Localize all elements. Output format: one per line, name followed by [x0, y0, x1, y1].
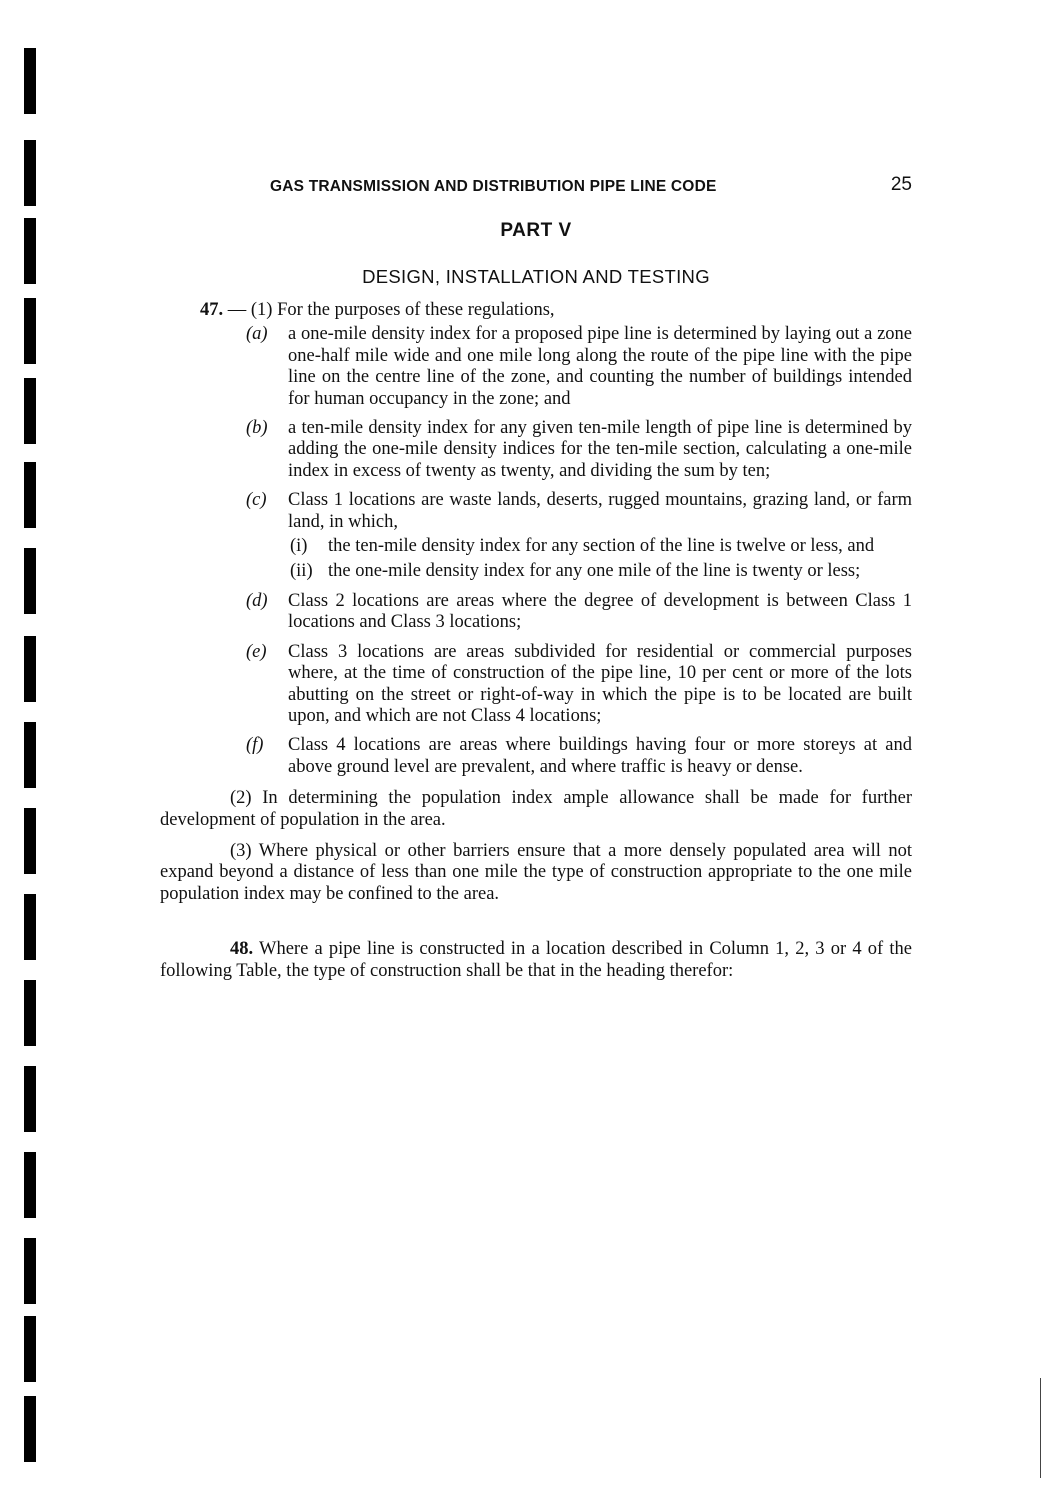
binding-mark [24, 1152, 36, 1218]
subclause-label: (ii) [290, 561, 313, 582]
binding-mark [24, 298, 36, 364]
binding-mark [24, 980, 36, 1046]
clause-label: (f) [246, 735, 264, 756]
clause-e [160, 642, 912, 728]
section-number: 48. [230, 939, 254, 960]
binding-mark [24, 1238, 36, 1304]
running-head [270, 170, 912, 200]
clause-f [160, 735, 912, 778]
part-title: PART V [500, 220, 572, 241]
section-48-text: Where a pipe line is constructed in a location described in Column 1, 2, 3 or 4 of the following Table, the type of construction shall be that in the heading therefor: [160, 939, 913, 981]
binding-mark [24, 722, 36, 788]
part-subtitle: DESIGN, INSTALLATION AND TESTING [362, 266, 710, 287]
clause-b [160, 418, 912, 482]
clause-text: Class 4 locations are areas where buildings having four or more storeys at and above ground level are prevalent, and where traffic is heavy or dense. [288, 735, 912, 777]
binding-mark [24, 140, 36, 206]
binding-mark [24, 1316, 36, 1382]
clause-d [160, 591, 912, 634]
binding-mark [24, 1066, 36, 1132]
paragraph-2: (2) In determining the population index ample allowance shall be made for further development of population in the area. [160, 788, 912, 830]
binding-mark [24, 48, 36, 114]
clause-label: (d) [246, 590, 268, 611]
subclause-label: (i) [290, 536, 308, 557]
clause-c [160, 490, 912, 533]
binding-mark [24, 894, 36, 960]
section-lead-text: — (1) For the purposes of these regulations, [227, 300, 555, 320]
section-47-lead [160, 300, 912, 321]
binding-mark [24, 808, 36, 874]
subclause-text: the ten-mile density index for any section of the line is twelve or less, and [328, 536, 875, 557]
clause-label: (b) [246, 418, 268, 439]
binding-mark [24, 462, 36, 528]
clause-a [160, 324, 912, 410]
clause-label: (c) [246, 490, 267, 511]
paragraph-3: (3) Where physical or other barriers ensure that a more densely populated area will not expand beyond a distance of less than one mile the type of construction appropriate to the one mile population index may be confined to the area. [160, 840, 912, 904]
clause-text: Class 3 locations are areas subdivided for residential or commercial purposes where, at the time of construction of the pipe line, 10 per cent or more of the lots abutting on the street or right-of-way in which the pipe is to be located are built upon, and which are not Class 4 locations; [288, 641, 912, 726]
clause-text: a ten-mile density index for any given ten-mile length of pipe line is determined by adding the one-mile density indices for the ten-mile section, calculating a one-mile index in excess of twenty as twenty, and dividing the sum by ten; [288, 418, 912, 481]
clause-label: (e) [246, 641, 267, 662]
body-text [160, 300, 912, 982]
subclause-ii [160, 561, 912, 582]
subclause-i [160, 536, 912, 557]
binding-mark [24, 218, 36, 284]
binding-mark [24, 548, 36, 614]
page-edge-line [1040, 1378, 1041, 1478]
clause-label: (a) [246, 324, 268, 345]
binding-mark [24, 1396, 36, 1462]
section-number: 47. [200, 300, 224, 320]
section-48 [160, 939, 912, 982]
binding-mark [24, 636, 36, 702]
clause-text: Class 1 locations are waste lands, deserts, rugged mountains, grazing land, or farm land, in which, [288, 490, 912, 532]
clause-text: a one-mile density index for a proposed pipe line is determined by laying out a zone one-half mile wide and one mile long along the route of the pipe line with the pipe line on the centre line of the zone, and counting the number of buildings intended for human occupancy in the zone; and [288, 324, 912, 409]
running-title: GAS TRANSMISSION AND DISTRIBUTION PIPE LINE CODE [270, 178, 717, 195]
subclause-text: the one-mile density index for any one mile of the line is twenty or less; [328, 561, 861, 582]
binding-mark [24, 378, 36, 444]
page-number: 25 [890, 174, 912, 195]
clause-text: Class 2 locations are areas where the degree of development is between Class 1 locations and Class 3 locations; [288, 590, 912, 633]
